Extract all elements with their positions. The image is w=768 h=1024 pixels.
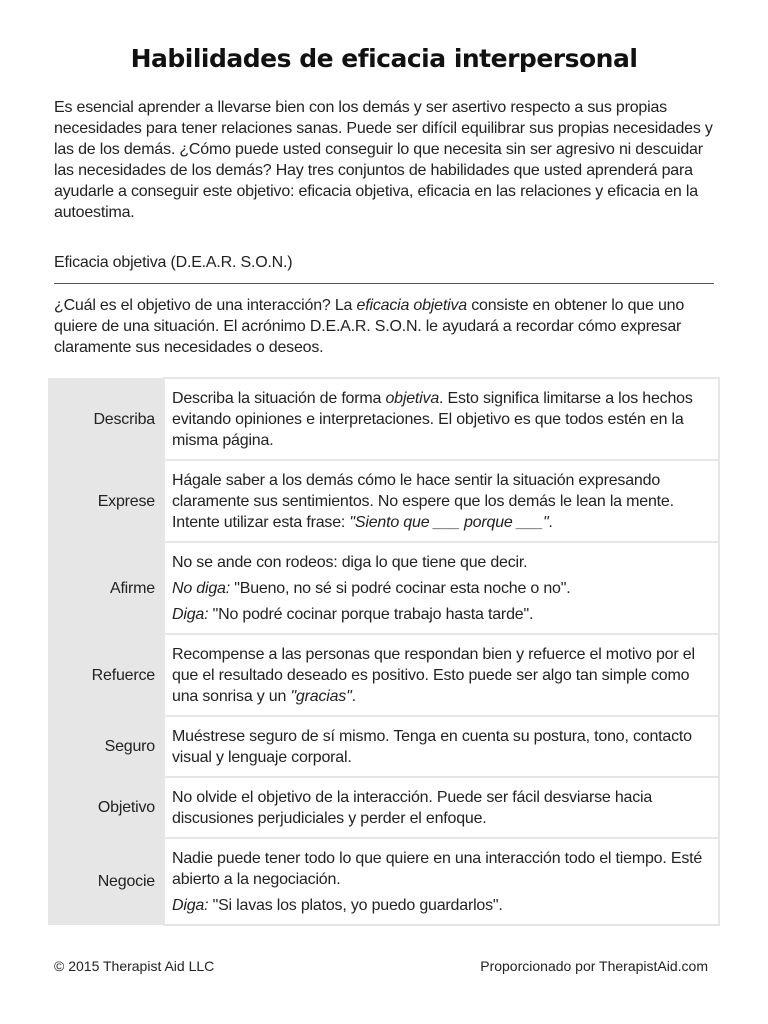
table-row — [48, 634, 719, 716]
description-line — [172, 787, 708, 829]
text-segment: "Bueno, no sé si podré cocinar esta noche o no". — [230, 580, 571, 597]
row-description — [164, 777, 719, 838]
description-line — [172, 895, 708, 916]
italic-text: objetiva — [385, 390, 440, 407]
italic-text: eficacia objetiva — [356, 297, 467, 314]
italic-text: "gracias" — [290, 688, 352, 705]
text-segment: . — [548, 514, 553, 531]
section-divider — [54, 283, 714, 284]
row-description — [164, 542, 719, 634]
italic-text: Diga: — [172, 606, 209, 623]
text-segment: No olvide el objetivo de la interacción. Puede ser fácil desviarse hacia discusiones perjudiciales y perder el enfoque. — [172, 789, 653, 827]
table-row — [48, 716, 719, 777]
intro-paragraph: Es esencial aprender a llevarse bien con los demás y ser asertivo respecto a sus propias necesidades para tener relaciones sanas. Puede ser difícil equilibrar sus propias necesidades y las de los demás. ¿Cómo puede usted conseguir lo que necesita sin ser agresivo ni descuidar las necesidades de los demás? Hay tres conjuntos de habilidades que usted aprenderá para ayudarle a conseguir este objetivo: eficacia objetiva, eficacia en las relaciones y eficacia en la autoestima. — [54, 99, 713, 221]
table-row — [48, 378, 719, 460]
page-title: Habilidades de eficacia interpersonal — [130, 44, 638, 73]
row-description — [164, 838, 719, 925]
row-label: Exprese — [48, 460, 164, 542]
text-segment: consiste en obtener lo que uno quiere de una situación. El acrónimo D.E.A.R. S.O.N. le ayudará a recordar cómo expresar claramente sus necesidades o deseos. — [54, 297, 685, 356]
text-segment: "No podré cocinar porque trabajo hasta tarde". — [208, 606, 534, 623]
row-label: Negocie — [48, 838, 164, 925]
section-paragraph — [54, 295, 724, 358]
row-label: Objetivo — [48, 777, 164, 838]
text-segment: Recompense a las personas que respondan bien y refuerce el motivo por el que el resultado deseado es positivo. Esto puede ser algo tan simple como una sonrisa y un — [172, 646, 695, 705]
description-line — [172, 644, 708, 707]
row-label: Refuerce — [48, 634, 164, 716]
row-label: Describa — [48, 378, 164, 460]
text-segment: . Esto significa limitarse a los hechos evitando opiniones e interpretaciones. El objetivo es que todos estén en la misma página. — [172, 390, 693, 449]
description-line — [172, 470, 708, 533]
row-description — [164, 634, 719, 716]
description-line — [172, 578, 708, 599]
description-line — [172, 726, 708, 768]
description-line — [172, 604, 708, 625]
row-description — [164, 716, 719, 777]
description-line — [172, 552, 708, 573]
text-segment: Nadie puede tener todo lo que quiere en una interacción todo el tiempo. Esté abierto a la negociación. — [172, 850, 703, 888]
text-segment: "Si lavas los platos, yo puedo guardarlos". — [208, 897, 503, 914]
footer-provided-by: Proporcionado por TherapistAid.com — [480, 958, 708, 974]
text-segment: ¿Cuál es el objetivo de una interacción? La — [54, 297, 357, 314]
row-label: Afirme — [48, 542, 164, 634]
text-segment: Muéstrese seguro de sí mismo. Tenga en cuenta su postura, tono, contacto visual y lenguaje corporal. — [172, 728, 692, 766]
description-line — [172, 388, 708, 451]
description-line — [172, 848, 708, 890]
section-heading: Eficacia objetiva (D.E.A.R. S.O.N.) — [54, 254, 293, 271]
dear-son-table — [48, 377, 720, 926]
text-segment: Hágale saber a los demás cómo le hace sentir la situación expresando claramente sus sentimientos. No espere que los demás le lean la mente. Intente utilizar esta frase: — [172, 472, 674, 531]
table-row — [48, 542, 719, 634]
row-label: Seguro — [48, 716, 164, 777]
italic-text: Diga: — [172, 897, 209, 914]
row-description — [164, 378, 719, 460]
text-segment: No se ande con rodeos: diga lo que tiene que decir. — [172, 554, 528, 571]
table-row — [48, 777, 719, 838]
italic-text: No diga: — [172, 580, 230, 597]
italic-text: "Siento que ___ porque ___" — [349, 514, 549, 531]
footer-copyright: © 2015 Therapist Aid LLC — [54, 958, 215, 974]
row-description — [164, 460, 719, 542]
text-segment: . — [351, 688, 356, 705]
table-row — [48, 460, 719, 542]
table-row — [48, 838, 719, 925]
text-segment: Describa la situación de forma — [172, 390, 386, 407]
